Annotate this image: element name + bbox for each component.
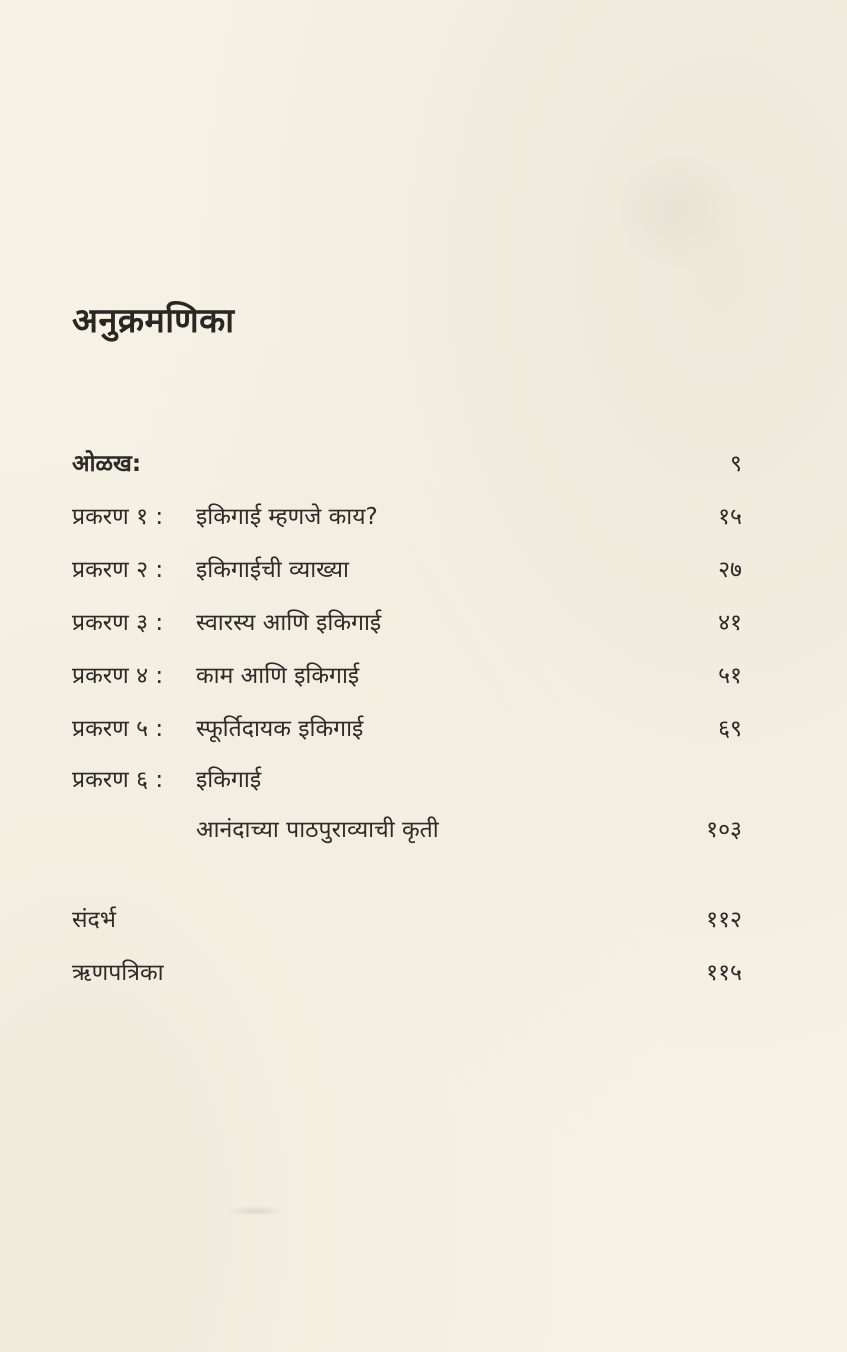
toc-entry-title: इकिगाई म्हणजे काय? [196,504,378,530]
toc-entry-chapter-2 [72,553,742,587]
toc-entry-label: प्रकरण २ : [72,557,164,583]
toc-entry-page: ११२ [706,907,742,933]
toc-entry-title: इकिगाईची व्याख्या [196,557,349,583]
toc-entry-chapter-3 [72,606,742,640]
toc-entry-label: प्रकरण ३ : [72,610,164,636]
toc-entry-chapter-1 [72,500,742,534]
toc-entry-references [72,903,742,937]
toc-entry-acknowledgements [72,956,742,990]
toc-entry-title: काम आणि इकिगाई [196,663,360,689]
toc-entry-label: संदर्भ [72,907,116,933]
toc-entry-page: ५१ [718,663,742,689]
toc-entry-chapter-6-continuation [72,813,742,847]
toc-entry-title: स्वारस्य आणि इकिगाई [196,610,382,636]
toc-entry-page: ९ [730,451,742,477]
toc-entry-chapter-4 [72,659,742,693]
toc-entry-label: प्रकरण १ : [72,504,164,530]
toc-entry-label: ऋणपत्रिका [72,960,164,986]
toc-entry-chapter-6 [72,763,742,797]
toc-entry-chapter-5 [72,712,742,746]
toc-entry-page: १५ [718,504,742,530]
toc-entry-title: इकिगाई [196,767,262,793]
toc-entry-page: ४१ [718,610,742,636]
toc-entry-page: २७ [718,557,742,583]
toc-entry-label: प्रकरण ५ : [72,716,164,742]
toc-entry-title: स्फूर्तिदायक इकिगाई [196,716,364,742]
toc-entry-label: प्रकरण ४ : [72,663,164,689]
page-title: अनुक्रमणिका [72,301,235,341]
toc-entry-page: ६९ [718,716,742,742]
toc-entry-label: प्रकरण ६ : [72,767,164,793]
ink-smudge [226,1206,286,1216]
toc-entry-page: ११५ [706,960,742,986]
table-of-contents [72,0,742,1352]
toc-entry-title: आनंदाच्या पाठपुराव्याची कृती [196,817,439,843]
toc-entry-page: १०३ [706,817,742,843]
toc-entry-label: ओळख: [72,451,142,477]
toc-entry-introduction [72,447,742,481]
